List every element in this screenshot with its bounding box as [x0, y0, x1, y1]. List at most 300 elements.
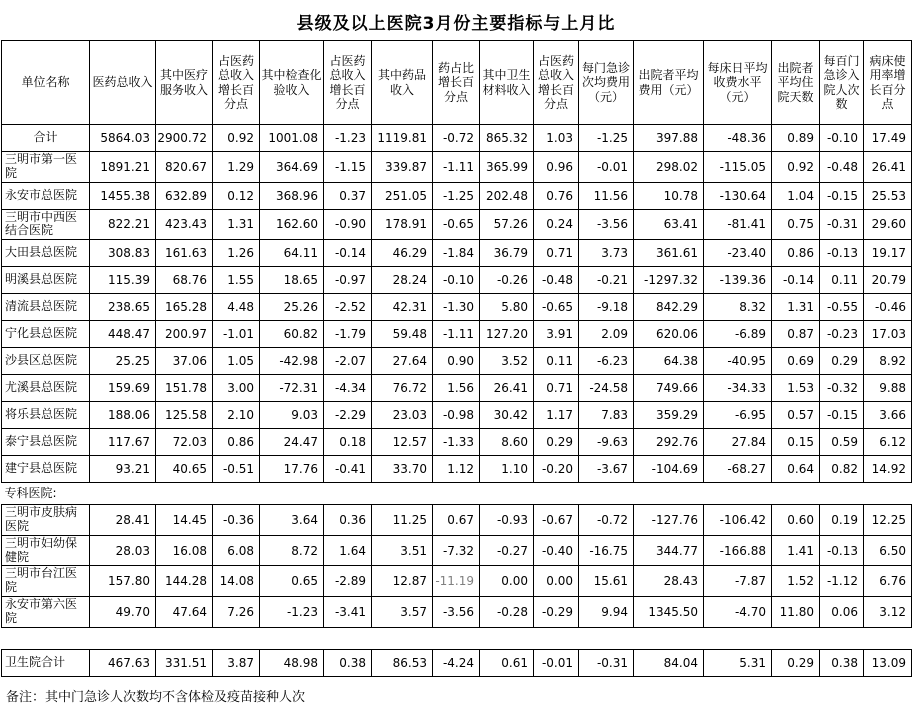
table-cell: 11.56 — [579, 182, 634, 209]
table-row — [2, 456, 912, 483]
table-cell: 30.42 — [480, 402, 534, 429]
table-cell: -0.28 — [480, 596, 534, 627]
table-cell: 1.29 — [213, 152, 260, 183]
table-cell: 68.76 — [156, 267, 213, 294]
table-cell — [579, 483, 634, 505]
table-cell: 339.87 — [372, 152, 433, 183]
table-cell: 620.06 — [634, 321, 704, 348]
column-header: 药占比增长百分点 — [433, 41, 480, 125]
table-cell: 202.48 — [480, 182, 534, 209]
table-cell: 86.53 — [372, 649, 433, 676]
table-cell: 0.12 — [213, 182, 260, 209]
table-cell: -81.41 — [704, 209, 772, 240]
row-label — [2, 627, 90, 649]
table-cell: 820.67 — [156, 152, 213, 183]
table-cell: -0.14 — [324, 240, 372, 267]
table-cell: -0.10 — [820, 125, 864, 152]
table-row — [2, 294, 912, 321]
table-cell: -6.23 — [579, 348, 634, 375]
table-cell: 0.96 — [534, 152, 579, 183]
table-cell: 5.80 — [480, 294, 534, 321]
table-cell: 76.72 — [372, 375, 433, 402]
table-cell — [704, 483, 772, 505]
row-label: 三明市皮肤病医院 — [2, 505, 90, 536]
table-cell: 15.61 — [579, 566, 634, 597]
table-cell: -0.65 — [433, 209, 480, 240]
table-cell: 40.65 — [156, 456, 213, 483]
table-cell: -0.13 — [820, 535, 864, 566]
table-cell: 423.43 — [156, 209, 213, 240]
table-cell: 1.26 — [213, 240, 260, 267]
table-cell: -0.48 — [534, 267, 579, 294]
column-header: 占医药总收入增长百分点 — [534, 41, 579, 125]
table-cell — [634, 627, 704, 649]
table-cell: 3.87 — [213, 649, 260, 676]
table-cell: -16.75 — [579, 535, 634, 566]
table-cell: 0.38 — [324, 649, 372, 676]
row-label: 尤溪县总医院 — [2, 375, 90, 402]
table-cell: 151.78 — [156, 375, 213, 402]
column-header: 其中检查化验收入 — [260, 41, 324, 125]
table-row — [2, 267, 912, 294]
table-cell: 59.48 — [372, 321, 433, 348]
table-cell: 1001.08 — [260, 125, 324, 152]
table-cell: -1.79 — [324, 321, 372, 348]
table-cell: 1.55 — [213, 267, 260, 294]
table-cell: -7.87 — [704, 566, 772, 597]
table-cell: 1.52 — [772, 566, 820, 597]
table-cell: 2.09 — [579, 321, 634, 348]
table-cell: 157.80 — [90, 566, 156, 597]
table-cell: 19.17 — [864, 240, 912, 267]
table-cell: -0.90 — [324, 209, 372, 240]
table-cell — [324, 627, 372, 649]
table-cell: -0.72 — [433, 125, 480, 152]
table-cell: -0.23 — [820, 321, 864, 348]
table-cell: -24.58 — [579, 375, 634, 402]
table-cell: -48.36 — [704, 125, 772, 152]
table-cell: 23.03 — [372, 402, 433, 429]
table-cell: 33.70 — [372, 456, 433, 483]
table-cell: 159.69 — [90, 375, 156, 402]
table-cell: -0.31 — [820, 209, 864, 240]
table-cell: -115.05 — [704, 152, 772, 183]
table-cell: 1.31 — [772, 294, 820, 321]
table-cell: 0.11 — [534, 348, 579, 375]
table-cell: 0.92 — [213, 125, 260, 152]
row-label: 专科医院: — [2, 483, 90, 505]
table-row — [2, 402, 912, 429]
table-cell: -1297.32 — [634, 267, 704, 294]
table-cell: -1.11 — [433, 152, 480, 183]
table-cell — [213, 627, 260, 649]
column-header: 其中卫生材料收入 — [480, 41, 534, 125]
table-cell: 0.19 — [820, 505, 864, 536]
table-cell: 865.32 — [480, 125, 534, 152]
table-cell: 64.38 — [634, 348, 704, 375]
table-cell: -1.23 — [324, 125, 372, 152]
table-cell — [372, 483, 433, 505]
table-cell: 36.79 — [480, 240, 534, 267]
table-cell: 331.51 — [156, 649, 213, 676]
table-cell — [772, 627, 820, 649]
table-cell — [864, 483, 912, 505]
table-cell: 0.64 — [772, 456, 820, 483]
table-cell: 46.29 — [372, 240, 433, 267]
row-label: 建宁县总医院 — [2, 456, 90, 483]
table-cell: 7.26 — [213, 596, 260, 627]
table-cell: 28.41 — [90, 505, 156, 536]
table-cell: 127.20 — [480, 321, 534, 348]
table-cell: -4.70 — [704, 596, 772, 627]
table-cell: -68.27 — [704, 456, 772, 483]
row-label: 宁化县总医院 — [2, 321, 90, 348]
table-cell — [260, 627, 324, 649]
table-cell: 0.38 — [820, 649, 864, 676]
table-cell: -0.55 — [820, 294, 864, 321]
table-row — [2, 209, 912, 240]
column-header: 占医药总收入增长百分点 — [324, 41, 372, 125]
table-cell: 0.71 — [534, 375, 579, 402]
table-cell: -0.26 — [480, 267, 534, 294]
table-cell — [90, 627, 156, 649]
table-cell: 842.29 — [634, 294, 704, 321]
table-cell: 144.28 — [156, 566, 213, 597]
table-cell: -1.25 — [579, 125, 634, 152]
table-cell: -4.34 — [324, 375, 372, 402]
table-cell: 5.31 — [704, 649, 772, 676]
table-cell: 0.36 — [324, 505, 372, 536]
table-cell: 1.03 — [534, 125, 579, 152]
table-cell: 7.83 — [579, 402, 634, 429]
table-cell — [156, 483, 213, 505]
row-label: 泰宁县总医院 — [2, 429, 90, 456]
section-row — [2, 483, 912, 505]
table-cell: -0.48 — [820, 152, 864, 183]
table-cell: 11.80 — [772, 596, 820, 627]
table-cell: 18.65 — [260, 267, 324, 294]
table-cell: 0.00 — [480, 566, 534, 597]
table-cell: 64.11 — [260, 240, 324, 267]
table-cell — [820, 627, 864, 649]
table-cell: 0.86 — [213, 429, 260, 456]
row-label: 清流县总医院 — [2, 294, 90, 321]
table-row — [2, 566, 912, 597]
table-cell: 1.56 — [433, 375, 480, 402]
table-cell: 448.47 — [90, 321, 156, 348]
table-cell: -2.89 — [324, 566, 372, 597]
table-cell — [534, 627, 579, 649]
table-cell: 344.77 — [634, 535, 704, 566]
table-cell: -0.14 — [772, 267, 820, 294]
table-cell: 0.76 — [534, 182, 579, 209]
table-cell: -0.15 — [820, 182, 864, 209]
table-cell: 37.06 — [156, 348, 213, 375]
table-cell: 6.08 — [213, 535, 260, 566]
table-cell: 368.96 — [260, 182, 324, 209]
table-cell: 0.69 — [772, 348, 820, 375]
table-cell: 0.89 — [772, 125, 820, 152]
column-header: 其中药品收入 — [372, 41, 433, 125]
table-cell: 49.70 — [90, 596, 156, 627]
table-cell: 4.48 — [213, 294, 260, 321]
table-cell: 12.25 — [864, 505, 912, 536]
table-cell: 3.66 — [864, 402, 912, 429]
table-cell: 72.03 — [156, 429, 213, 456]
table-cell — [579, 627, 634, 649]
table-cell: -3.67 — [579, 456, 634, 483]
table-cell: 1.31 — [213, 209, 260, 240]
header-row — [2, 41, 912, 125]
table-cell: -0.21 — [579, 267, 634, 294]
table-cell: 6.12 — [864, 429, 912, 456]
table-cell: 1455.38 — [90, 182, 156, 209]
table-cell: 0.06 — [820, 596, 864, 627]
table-cell: 8.92 — [864, 348, 912, 375]
table-cell: 162.60 — [260, 209, 324, 240]
table-row — [2, 240, 912, 267]
table-cell: 12.87 — [372, 566, 433, 597]
table-cell: -0.46 — [864, 294, 912, 321]
table-cell — [156, 627, 213, 649]
table-cell: 3.64 — [260, 505, 324, 536]
table-cell: 8.72 — [260, 535, 324, 566]
table-cell: 25.25 — [90, 348, 156, 375]
table-cell: -0.15 — [820, 402, 864, 429]
table-cell: 27.64 — [372, 348, 433, 375]
table-cell: -2.29 — [324, 402, 372, 429]
table-cell: -1.15 — [324, 152, 372, 183]
table-cell: 359.29 — [634, 402, 704, 429]
row-label: 永安市总医院 — [2, 182, 90, 209]
table-cell: -1.30 — [433, 294, 480, 321]
table-cell: -0.65 — [534, 294, 579, 321]
table-cell: -166.88 — [704, 535, 772, 566]
table-cell — [534, 483, 579, 505]
table-cell: 6.50 — [864, 535, 912, 566]
column-header: 病床使用率增长百分点 — [864, 41, 912, 125]
table-cell: 365.99 — [480, 152, 534, 183]
table-cell — [864, 627, 912, 649]
table-cell: 11.25 — [372, 505, 433, 536]
table-cell: -127.76 — [634, 505, 704, 536]
table-cell: -0.01 — [579, 152, 634, 183]
table-cell: 1345.50 — [634, 596, 704, 627]
table-cell: -11.19 — [433, 566, 480, 597]
table-row — [2, 182, 912, 209]
row-label: 大田县总医院 — [2, 240, 90, 267]
table-cell: 0.82 — [820, 456, 864, 483]
table-cell: 0.24 — [534, 209, 579, 240]
table-cell: -2.07 — [324, 348, 372, 375]
table-cell: -34.33 — [704, 375, 772, 402]
table-cell: -3.56 — [433, 596, 480, 627]
table-cell: 1.04 — [772, 182, 820, 209]
footnote: 备注：其中门急诊人次数均不含体检及疫苗接种人次 — [6, 689, 306, 705]
column-header: 每床日平均收费水平（元） — [704, 41, 772, 125]
table-cell: 115.39 — [90, 267, 156, 294]
table-cell: 63.41 — [634, 209, 704, 240]
table-cell: 3.00 — [213, 375, 260, 402]
table-cell: 0.87 — [772, 321, 820, 348]
table-cell: -0.27 — [480, 535, 534, 566]
page-title: 县级及以上医院3月份主要指标与上月比 — [296, 14, 616, 34]
table-cell: -0.97 — [324, 267, 372, 294]
table-cell: 1119.81 — [372, 125, 433, 152]
table-cell: 3.57 — [372, 596, 433, 627]
table-cell: 0.00 — [534, 566, 579, 597]
table-cell: -0.32 — [820, 375, 864, 402]
table-cell — [372, 627, 433, 649]
table-cell: -1.25 — [433, 182, 480, 209]
row-label: 明溪县总医院 — [2, 267, 90, 294]
table-cell: -0.40 — [534, 535, 579, 566]
table-cell: 2.10 — [213, 402, 260, 429]
table-cell: -9.63 — [579, 429, 634, 456]
table-cell: 467.63 — [90, 649, 156, 676]
row-label: 三明市第一医院 — [2, 152, 90, 183]
table-cell: 1.64 — [324, 535, 372, 566]
table-cell: 8.60 — [480, 429, 534, 456]
row-label: 沙县区总医院 — [2, 348, 90, 375]
table-cell: 1.41 — [772, 535, 820, 566]
table-cell: -139.36 — [704, 267, 772, 294]
table-cell: 17.49 — [864, 125, 912, 152]
table-cell: 14.92 — [864, 456, 912, 483]
table-cell: 47.64 — [156, 596, 213, 627]
table-cell — [820, 483, 864, 505]
table-cell: -23.40 — [704, 240, 772, 267]
row-label: 三明市台江医院 — [2, 566, 90, 597]
table-cell: -7.32 — [433, 535, 480, 566]
table-row — [2, 375, 912, 402]
table-cell: 0.15 — [772, 429, 820, 456]
table-cell: 308.83 — [90, 240, 156, 267]
table-cell: 1.53 — [772, 375, 820, 402]
table-cell: 17.76 — [260, 456, 324, 483]
table-row — [2, 505, 912, 536]
column-header: 其中医疗服务收入 — [156, 41, 213, 125]
table-cell: 632.89 — [156, 182, 213, 209]
table-cell: -0.29 — [534, 596, 579, 627]
table-cell: 1.17 — [534, 402, 579, 429]
table-cell: -0.41 — [324, 456, 372, 483]
table-cell: 48.98 — [260, 649, 324, 676]
table-cell: 1.10 — [480, 456, 534, 483]
table-cell: 0.86 — [772, 240, 820, 267]
table-cell: 0.71 — [534, 240, 579, 267]
table-cell: 397.88 — [634, 125, 704, 152]
table-cell: 0.11 — [820, 267, 864, 294]
table-cell: 9.03 — [260, 402, 324, 429]
table-cell: 0.59 — [820, 429, 864, 456]
table-cell: 1891.21 — [90, 152, 156, 183]
table-cell: 12.57 — [372, 429, 433, 456]
table-cell: 20.79 — [864, 267, 912, 294]
table-cell: 3.52 — [480, 348, 534, 375]
table-cell: 0.18 — [324, 429, 372, 456]
table-cell: -1.11 — [433, 321, 480, 348]
table-cell: 1.12 — [433, 456, 480, 483]
table-cell: 0.60 — [772, 505, 820, 536]
table-cell: 3.12 — [864, 596, 912, 627]
table-cell: -0.98 — [433, 402, 480, 429]
table-cell: 84.04 — [634, 649, 704, 676]
table-cell: 26.41 — [864, 152, 912, 183]
table-cell: -1.33 — [433, 429, 480, 456]
table-cell: -3.56 — [579, 209, 634, 240]
table-row — [2, 321, 912, 348]
table-cell: -1.12 — [820, 566, 864, 597]
table-cell: 17.03 — [864, 321, 912, 348]
table-cell: 16.08 — [156, 535, 213, 566]
table-cell: -4.24 — [433, 649, 480, 676]
table-cell: 25.26 — [260, 294, 324, 321]
table-cell: 0.57 — [772, 402, 820, 429]
table-cell: 200.97 — [156, 321, 213, 348]
table-cell: -130.64 — [704, 182, 772, 209]
table-cell: 57.26 — [480, 209, 534, 240]
table-cell: -0.67 — [534, 505, 579, 536]
table-cell: 3.73 — [579, 240, 634, 267]
table-cell: 0.61 — [480, 649, 534, 676]
table-cell: 0.90 — [433, 348, 480, 375]
table-cell — [260, 483, 324, 505]
row-label: 三明市妇幼保健院 — [2, 535, 90, 566]
table-cell: 29.60 — [864, 209, 912, 240]
table-cell: 24.47 — [260, 429, 324, 456]
table-cell: 8.32 — [704, 294, 772, 321]
table-cell: -9.18 — [579, 294, 634, 321]
table-cell: 9.88 — [864, 375, 912, 402]
table-row — [2, 152, 912, 183]
table-cell — [634, 483, 704, 505]
table-row — [2, 535, 912, 566]
table-cell: 822.21 — [90, 209, 156, 240]
table-cell: 60.82 — [260, 321, 324, 348]
table-cell: 25.53 — [864, 182, 912, 209]
table-row — [2, 649, 912, 676]
table-cell: -42.98 — [260, 348, 324, 375]
table-cell: -0.31 — [579, 649, 634, 676]
row-label: 将乐县总医院 — [2, 402, 90, 429]
column-header: 出院者平均住院天数 — [772, 41, 820, 125]
table-cell: -6.89 — [704, 321, 772, 348]
table-cell: 13.09 — [864, 649, 912, 676]
column-header: 占医药总收入增长百分点 — [213, 41, 260, 125]
table-row — [2, 125, 912, 152]
table-cell: -0.36 — [213, 505, 260, 536]
table-cell: 178.91 — [372, 209, 433, 240]
row-label: 合计 — [2, 125, 90, 152]
table-cell: 165.28 — [156, 294, 213, 321]
table-cell — [324, 483, 372, 505]
table-cell: -0.20 — [534, 456, 579, 483]
table-cell: -0.13 — [820, 240, 864, 267]
table-cell: 28.24 — [372, 267, 433, 294]
table-cell: -1.84 — [433, 240, 480, 267]
table-cell: 364.69 — [260, 152, 324, 183]
table-cell: 14.45 — [156, 505, 213, 536]
table-cell: 0.29 — [772, 649, 820, 676]
table-cell: 188.06 — [90, 402, 156, 429]
table-cell: -72.31 — [260, 375, 324, 402]
table-cell: -0.93 — [480, 505, 534, 536]
table-row — [2, 348, 912, 375]
table-cell: 292.76 — [634, 429, 704, 456]
table-row — [2, 596, 912, 627]
table-cell: -104.69 — [634, 456, 704, 483]
